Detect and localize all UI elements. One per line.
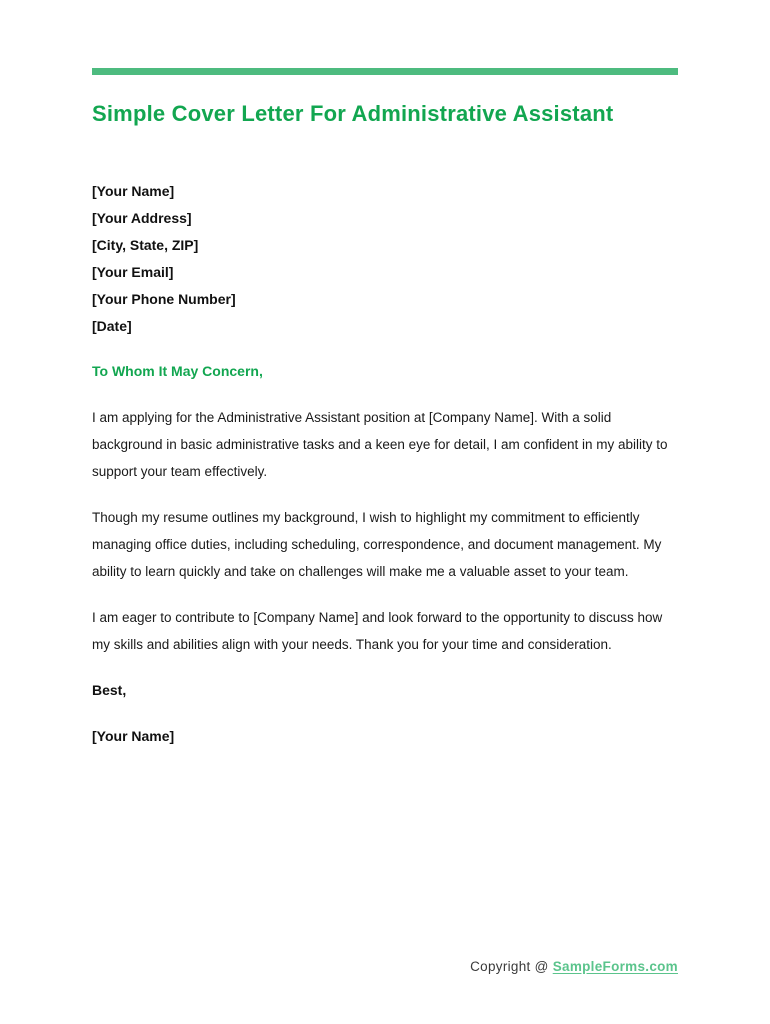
contact-line-phone: [Your Phone Number] <box>92 291 236 307</box>
contact-line-date: [Date] <box>92 318 132 334</box>
paragraph-closing: I am eager to contribute to [Company Name] and look forward to the opportunity to discuss how my skills and abilities align with your needs. Thank you for your time and consideration. <box>92 610 663 652</box>
contact-line-email: [Your Email] <box>92 264 174 280</box>
page-title: Simple Cover Letter For Administrative Assistant <box>92 101 614 126</box>
contact-block <box>92 178 678 340</box>
paragraph-intro: I am applying for the Administrative Assistant position at [Company Name]. With a solid background in basic administrative tasks and a keen eye for detail, I am confident in my ability to support your team effectively. <box>92 410 668 479</box>
signature-name: [Your Name] <box>92 728 175 744</box>
footer <box>470 957 678 977</box>
salutation: To Whom It May Concern, <box>92 363 263 379</box>
accent-bar <box>92 68 678 75</box>
paragraph-skills: Though my resume outlines my background, I wish to highlight my commitment to efficiently managing office duties, including scheduling, correspondence, and document management. My ability to learn quickly and take on challenges will make me a valuable asset to your team. <box>92 510 662 579</box>
contact-line-city: [City, State, ZIP] <box>92 237 199 253</box>
copyright-text: Copyright @ <box>470 959 553 974</box>
sampleforms-link[interactable]: SampleForms.com <box>552 959 678 974</box>
contact-line-address: [Your Address] <box>92 210 192 226</box>
closing: Best, <box>92 682 127 698</box>
contact-line-name: [Your Name] <box>92 183 175 199</box>
